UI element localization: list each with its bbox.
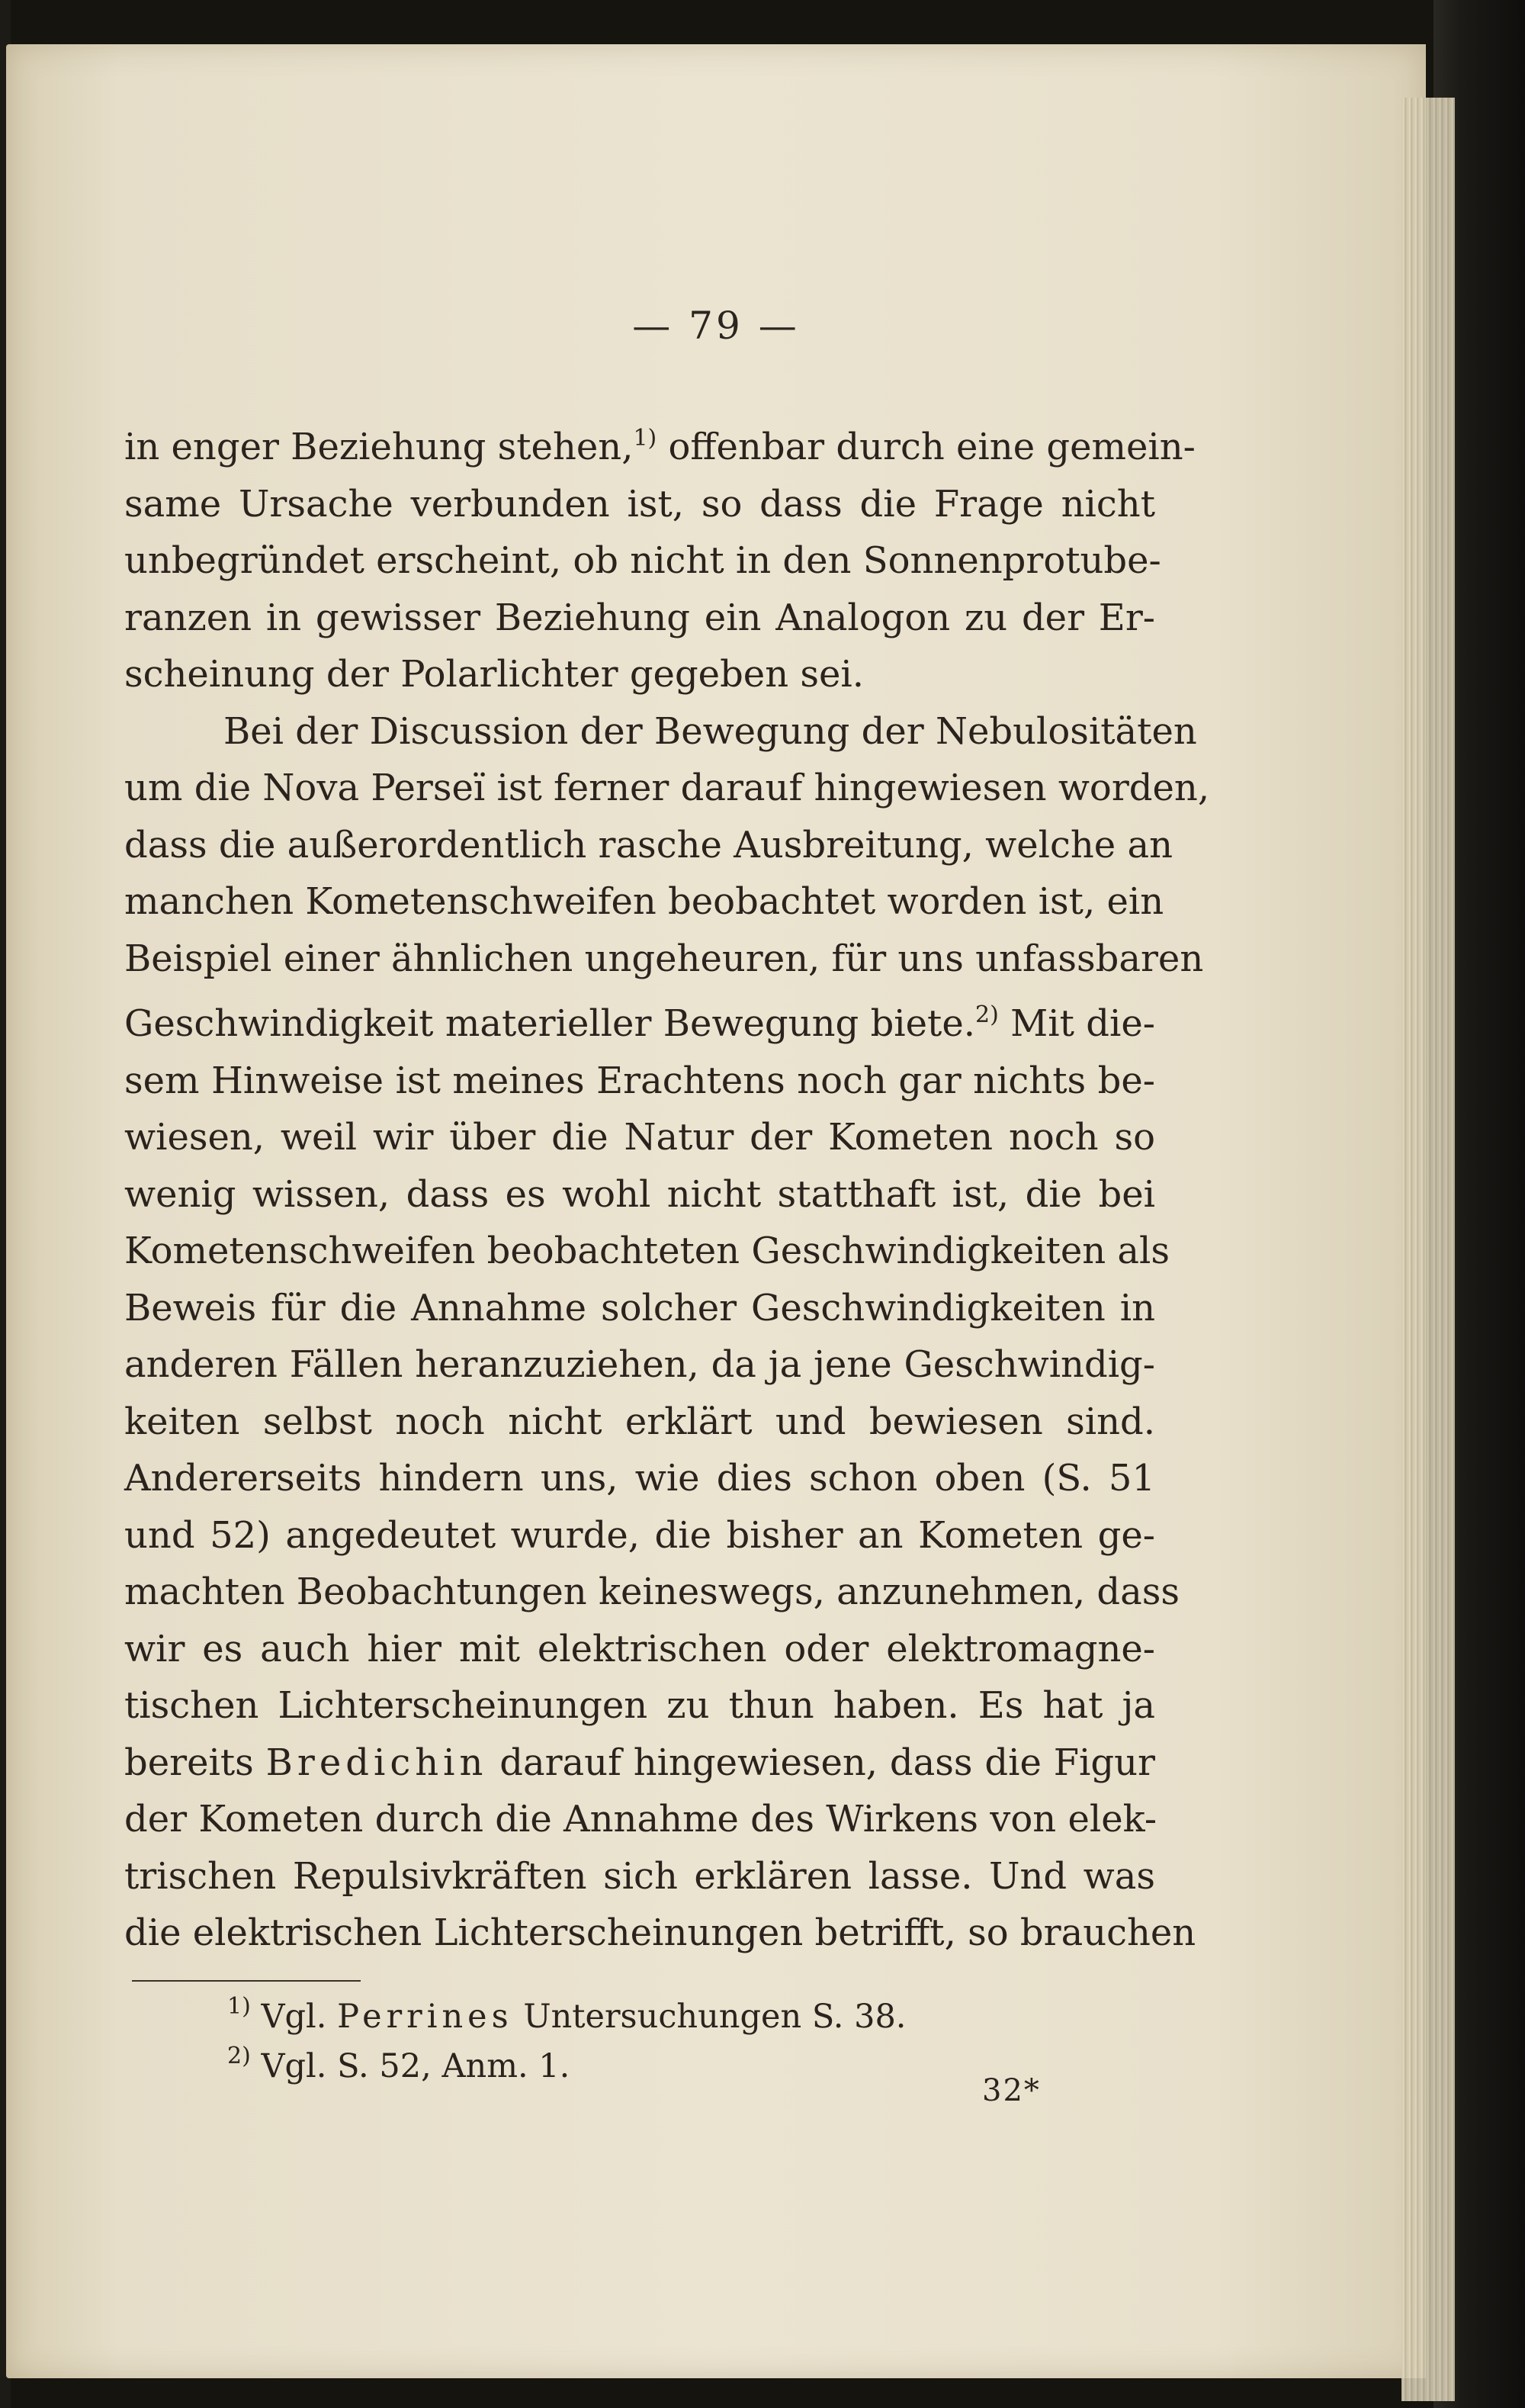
text-line: Andererseits hindern uns, wie dies schon oben (S. 51 bbox=[124, 1457, 1155, 1500]
text-line: scheinung der Polarlichter gegeben sei. bbox=[124, 653, 865, 696]
body-text bbox=[124, 410, 1210, 1962]
text-line: ranzen in gewisser Beziehung ein Analogon zu der Er- bbox=[124, 596, 1155, 639]
text-line: und 52) angedeutet wurde, die bisher an Kometen ge- bbox=[124, 1513, 1155, 1557]
text-line: machten Beobachtungen keineswegs, anzunehmen, dass bbox=[124, 1571, 1180, 1613]
printer-signature-mark: 32* bbox=[982, 2073, 1041, 2108]
text-line: anderen Fällen heranzuziehen, da ja jene Geschwindig- bbox=[124, 1343, 1155, 1386]
text-line: die elektrischen Lichterscheinungen betrifft, so brauchen bbox=[124, 1911, 1196, 1954]
book-page bbox=[6, 44, 1426, 2378]
text-line: sem Hinweise ist meines Erachtens noch gar nichts be- bbox=[124, 1059, 1155, 1102]
text-line: Kometenschweifen beobachteten Geschwindigkeiten als bbox=[124, 1230, 1170, 1272]
text-line: dass die außerordentlich rasche Ausbreitung, welche an bbox=[124, 823, 1173, 866]
text-line: manchen Kometenschweifen beobachtet worden ist, ein bbox=[124, 880, 1164, 923]
text-line: tischen Lichterscheinungen zu thun haben. Es hat ja bbox=[124, 1684, 1155, 1727]
text-line: der Kometen durch die Annahme des Wirkens von elek- bbox=[124, 1798, 1157, 1841]
footnote-1: $^{1)}$ Vgl. Perrines Untersuchungen S. 38. bbox=[227, 1993, 907, 2036]
text-line: unbegründet erscheint, ob nicht in den Sonnenprotube- bbox=[124, 539, 1161, 582]
text-line: bereits Bredichin darauf hingewiesen, dass die Figur bbox=[124, 1741, 1155, 1784]
page-number: — 79 — bbox=[632, 304, 800, 348]
text-line: trischen Repulsivkräften sich erklären lasse. Und was bbox=[124, 1854, 1155, 1898]
text-line: Beweis für die Annahme solcher Geschwindigkeiten in bbox=[124, 1286, 1155, 1329]
text-line: Geschwindigkeit materieller Bewegung biete.$^{2)}$ Mit die- bbox=[124, 1001, 1155, 1045]
text-line: wir es auch hier mit elektrischen oder elektromagne- bbox=[124, 1627, 1155, 1670]
text-line: keiten selbst noch nicht erklärt und bewiesen sind. bbox=[124, 1400, 1155, 1443]
footnote-2: $^{2)}$ Vgl. S. 52, Anm. 1. bbox=[227, 2043, 570, 2085]
footnote-rule bbox=[132, 1980, 361, 1982]
text-line: in enger Beziehung stehen,$^{1)}$ offenbar durch eine gemein- bbox=[124, 425, 1196, 468]
text-line: um die Nova Perseï ist ferner darauf hingewiesen worden, bbox=[124, 767, 1210, 809]
text-line: Beispiel einer ähnlichen ungeheuren, für uns unfassbaren bbox=[124, 937, 1204, 980]
text-line: Bei der Discussion der Bewegung der Nebulositäten bbox=[223, 709, 1197, 753]
text-line: wenig wissen, dass es wohl nicht statthaft ist, die bei bbox=[124, 1172, 1155, 1216]
page-edges-stack bbox=[1401, 98, 1455, 2401]
text-line: same Ursache verbunden ist, so dass die Frage nicht bbox=[124, 482, 1155, 526]
text-line: wiesen, weil wir über die Natur der Kometen noch so bbox=[124, 1116, 1155, 1159]
author-name: Bredichin bbox=[265, 1741, 488, 1784]
